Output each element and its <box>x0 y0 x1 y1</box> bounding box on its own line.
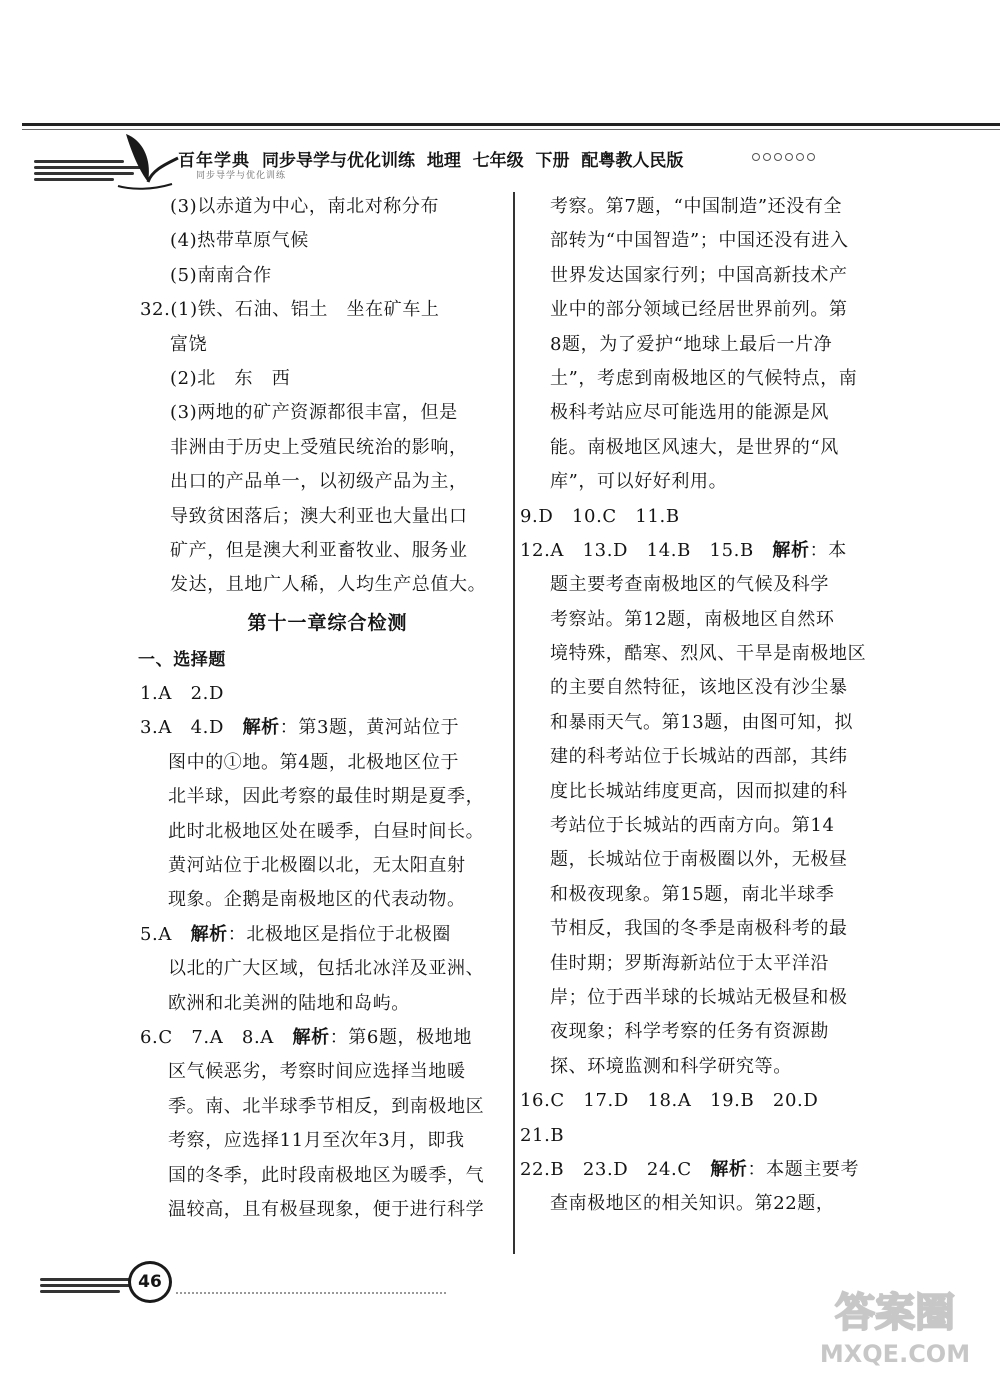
text-line: 考站位于长城站的西南方向。第14 <box>550 815 835 837</box>
text-line: 富饶 <box>170 333 208 355</box>
header-decoration-dots <box>752 153 815 161</box>
text-line: 欧洲和北美洲的陆地和岛屿。 <box>168 992 410 1014</box>
text-line: 和暴雨天气。第13题，由图可知，拟 <box>550 711 854 733</box>
text-line: 题，长城站位于南极圈以外，无极昼 <box>550 849 848 871</box>
text-line: 极科考站应尽可能选用的能源是风 <box>550 402 829 424</box>
text-line: 考察站。第12题，南极地区自然环 <box>550 608 835 630</box>
analysis-text: ：北极地区是指位于北极圈 <box>227 923 451 945</box>
text-line <box>140 1021 505 1055</box>
text-line: 区气候恶劣，考察时间应选择当地暖 <box>168 1061 466 1083</box>
text-line: 图中的①地。第4题，北极地区位于 <box>168 751 460 773</box>
brand-name: 百年学典 <box>178 151 250 171</box>
text-line: 的主要自然特征，该地区没有沙尘暴 <box>550 677 848 699</box>
text-line <box>140 918 505 952</box>
text-line: 库”，可以好好利用。 <box>550 471 728 493</box>
text-line: 温较高，且有极昼现象，便于进行科学 <box>168 1198 485 1220</box>
text-line: 季。南、北半球季节相反，到南极地区 <box>168 1095 485 1117</box>
right-column <box>520 190 898 1222</box>
text-line: 32.(1)铁、石油、铝土 坐在矿车上 <box>140 299 440 321</box>
text-line: 1.A 2.D <box>140 683 224 705</box>
text-line: 境特殊，酷寒、烈风、干旱是南极地区 <box>550 643 867 665</box>
text-line: 节相反，我国的冬季是南极科考的最 <box>550 918 848 940</box>
text-line: 黄河站位于北极圈以北，无太阳直射 <box>168 855 466 877</box>
text-line: 查南极地区的相关知识。第22题， <box>550 1193 835 1215</box>
text-line: (3)以赤道为中心，南北对称分布 <box>170 196 440 217</box>
text-line: 能。南极地区风速大，是世界的“风 <box>550 436 839 458</box>
watermark-logo-icon <box>810 1278 980 1370</box>
text-line: 此时北极地区处在暖季，白昼时间长。 <box>168 820 485 842</box>
section-heading: 一、选择题 <box>138 649 226 670</box>
analysis-keyword: 解析 <box>190 923 228 945</box>
text-line: 夜现象；科学考察的任务有资源勘 <box>550 1021 829 1043</box>
answer-prefix: 12.A 13.D 14.B 15.B <box>520 539 773 561</box>
text-line: 岸；位于西半球的长城站无极昼和极 <box>550 986 848 1008</box>
text-line: 佳时期；罗斯海新站位于太平洋沿 <box>550 952 829 974</box>
text-line: 出口的产品单一，以初级产品为主， <box>170 471 468 493</box>
text-line <box>140 711 505 745</box>
text-line: 21.B <box>520 1124 565 1146</box>
answer-prefix: 3.A 4.D <box>140 717 243 739</box>
text-line: 9.D 10.C 11.B <box>520 505 680 527</box>
text-line: (3)两地的矿产资源都很丰富，但是 <box>170 402 458 424</box>
text-line: 探、环境监测和科学研究等。 <box>550 1055 792 1077</box>
text-line: 以北的广大区域，包括北冰洋及亚洲、 <box>168 958 485 980</box>
answer-prefix: 6.C 7.A 8.A <box>140 1026 293 1048</box>
text-line: 导致贫困落后；澳大利亚也大量出口 <box>170 505 468 527</box>
text-line: 土”，考虑到南极地区的气候特点，南 <box>550 367 858 389</box>
text-line: 非洲由于历史上受殖民统治的影响， <box>170 436 468 458</box>
brand-subtitle: 同步导学与优化训练 <box>196 171 287 181</box>
text-line: (5)南南合作 <box>170 264 272 286</box>
quill-logo-icon <box>112 130 182 192</box>
text-line: 8题，为了爱护“地球上最后一片净 <box>550 333 833 355</box>
text-line: 发达，且地广人稀，人均生产总值大。 <box>170 574 487 596</box>
text-line: 考察，应选择11月至次年3月，即我 <box>168 1130 465 1152</box>
text-line: 部转为“中国智造”；中国还没有进入 <box>550 230 849 252</box>
text-line: 国的冬季，此时段南极地区为暖季，气 <box>168 1164 485 1186</box>
analysis-text: ：第3题，黄河站位于 <box>279 717 460 739</box>
watermark-title: 答案圈 <box>835 1290 955 1336</box>
analysis-text: ：第6题，极地地 <box>329 1026 472 1048</box>
text-line: 度比长城站纬度更高，因而拟建的科 <box>550 780 848 802</box>
analysis-keyword: 解析 <box>292 1026 330 1048</box>
text-line: (2)北 东 西 <box>170 367 291 389</box>
text-line: 和极夜现象。第15题，南北半球季 <box>550 883 835 905</box>
analysis-keyword: 解析 <box>242 717 280 739</box>
column-divider <box>513 192 515 1254</box>
text-line <box>520 534 898 568</box>
page-number: 46 <box>128 1261 172 1303</box>
text-line: 北半球，因此考察的最佳时期是夏季， <box>168 786 485 808</box>
text-line: 题主要考查南极地区的气候及科学 <box>550 574 829 596</box>
watermark-url: MXQE.COM <box>819 1340 971 1368</box>
section-heading-line <box>138 643 505 677</box>
text-line: 建的科考站位于长城站的西部，其纬 <box>550 746 848 768</box>
chapter-heading: 第十一章综合检测 <box>247 611 408 634</box>
page-header <box>0 130 1000 192</box>
text-line: 考察。第7题，“中国制造”还没有全 <box>550 196 843 217</box>
analysis-text: ：本题主要考 <box>747 1158 860 1180</box>
analysis-text: ：本 <box>809 539 847 561</box>
text-line: 业中的部分领域已经居世界前列。第 <box>550 299 848 321</box>
analysis-keyword: 解析 <box>710 1158 748 1180</box>
top-rule <box>22 123 1000 126</box>
text-line: 16.C 17.D 18.A 19.B 20.D <box>520 1090 819 1112</box>
answer-prefix: 22.B 23.D 24.C <box>520 1158 711 1180</box>
text-line <box>520 1153 898 1187</box>
analysis-keyword: 解析 <box>772 539 810 561</box>
text-line: 现象。企鹅是南极地区的代表动物。 <box>168 889 466 911</box>
text-line: 世界发达国家行列；中国高新技术产 <box>550 264 848 286</box>
footer-dotted-line <box>176 1292 446 1294</box>
book-title: 同步导学与优化训练 地理 七年级 下册 配粤教人民版 <box>262 151 684 171</box>
answer-prefix: 5.A <box>140 923 191 945</box>
text-line: 矿产，但是澳大利亚畜牧业、服务业 <box>170 539 468 561</box>
left-column <box>140 190 505 1227</box>
text-line: (4)热带草原气候 <box>170 230 309 252</box>
